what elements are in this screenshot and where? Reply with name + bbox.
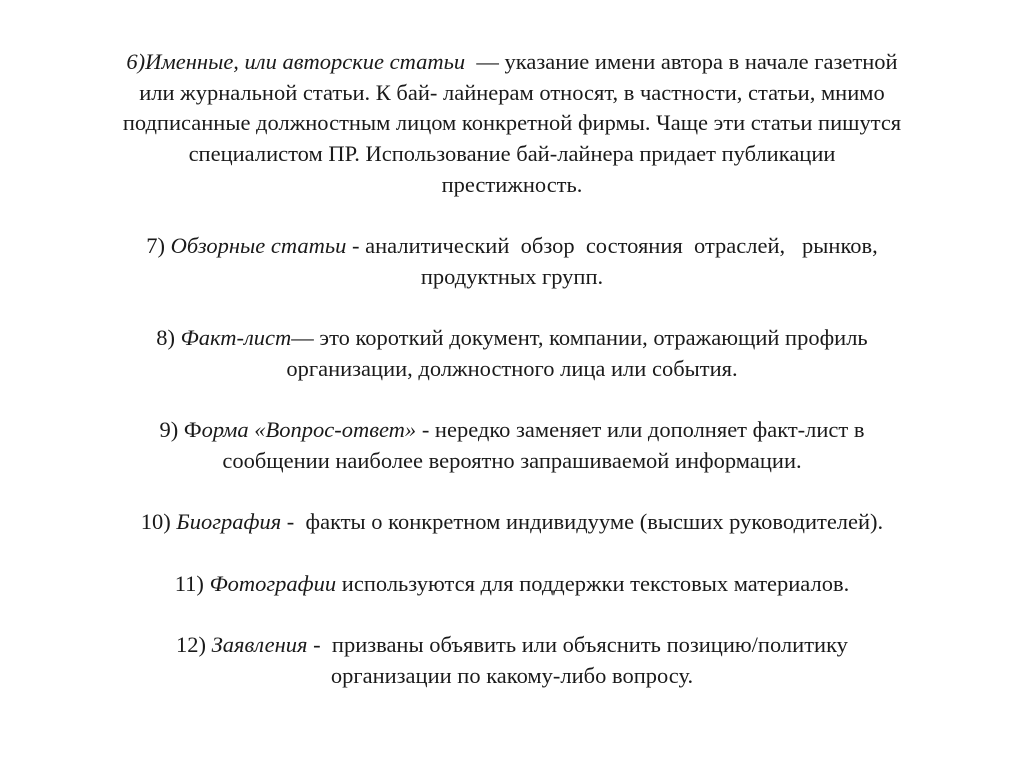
text-line: сообщении наиболее вероятно запрашиваемой информации.: [222, 448, 802, 474]
item-number: 9) Ф: [159, 417, 202, 443]
text-line: [60, 231, 964, 262]
list-item-8: [60, 323, 964, 384]
text-line: организации по какому-либо вопросу.: [330, 662, 694, 688]
item-number: 11): [174, 570, 210, 596]
list-item-10: [60, 507, 964, 538]
term-label: Факт-лист: [180, 325, 292, 351]
slide-body: [60, 47, 964, 722]
list-item-7: [60, 231, 964, 292]
item-number: 10): [140, 509, 177, 535]
list-item-9: [60, 415, 964, 476]
list-item-11: [60, 569, 964, 600]
definition-text: — это короткий документ, компании, отражающий профиль: [291, 325, 868, 351]
term-label: Обзорные статьи: [170, 233, 347, 259]
text-line: продуктных групп.: [420, 263, 604, 289]
text-line: [60, 323, 964, 354]
text-line: специалистом ПР. Использование бай-лайнера придает публикации: [188, 141, 836, 167]
list-item-6: [60, 47, 964, 201]
text-line: [60, 630, 964, 661]
term-label: Биография: [176, 509, 282, 535]
term-label: Заявления: [211, 632, 308, 658]
definition-text: используются для поддержки текстовых материалов.: [336, 570, 850, 596]
term-label: Фотографии: [209, 570, 337, 596]
text-line: престижность.: [441, 171, 583, 197]
text-line: [60, 47, 964, 78]
text-line: [60, 415, 964, 446]
text-line: [60, 507, 964, 538]
item-number: 8): [156, 325, 181, 351]
item-number: 12): [176, 632, 212, 658]
text-line: организации, должностного лица или события.: [286, 356, 738, 381]
item-number: 7): [146, 233, 171, 259]
term-label: 6)Именные, или авторские статьи: [126, 49, 466, 74]
text-line: подписанные должностным лицом конкретной фирмы. Чаще эти статьи пишутся: [122, 110, 902, 136]
text-line: или журнальной статьи. К бай- лайнерам относят, в частности, статьи, мнимо: [139, 79, 885, 105]
definition-text: - аналитический обзор состояния отраслей, рынков,: [346, 233, 878, 259]
list-item-12: [60, 630, 964, 691]
definition-text: — указание имени автора в начале газетной: [465, 49, 898, 74]
term-label: орма «Вопрос-ответ»: [201, 417, 417, 443]
text-line: [60, 569, 964, 600]
definition-text: - нередко заменяет или дополняет факт-лист в: [416, 417, 865, 443]
definition-text: - факты о конкретном индивидууме (высших руководителей).: [281, 509, 884, 535]
definition-text: - призваны объявить или объяснить позицию/политику: [307, 632, 848, 658]
